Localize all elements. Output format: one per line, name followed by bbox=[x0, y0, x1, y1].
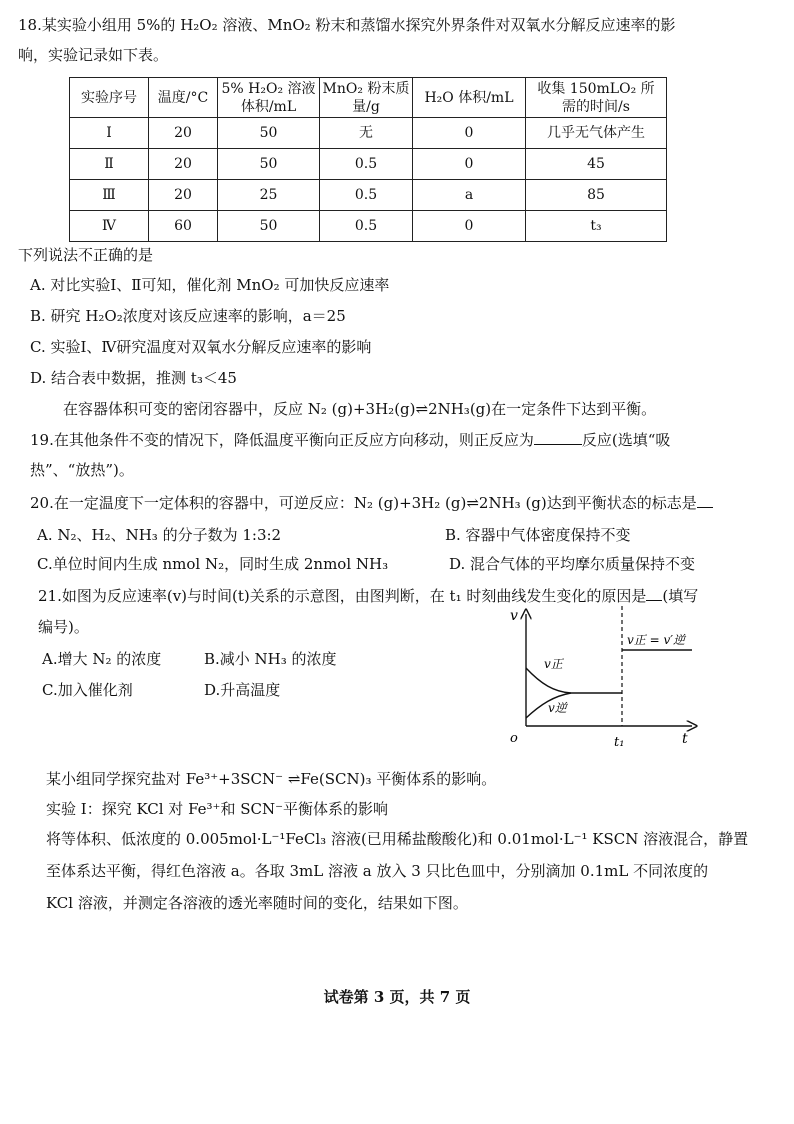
rate-time-graph bbox=[496, 606, 706, 756]
table-cell: 20 bbox=[149, 118, 218, 149]
q21-option-b: B.减小 NH₃ 的浓度 bbox=[204, 650, 337, 668]
table-cell: 0 bbox=[413, 149, 526, 180]
q20-option-b: B. 容器中气体密度保持不变 bbox=[445, 526, 631, 544]
table-cell: 0.5 bbox=[320, 180, 413, 211]
table-cell: Ⅲ bbox=[70, 180, 149, 211]
table-header-row bbox=[70, 78, 667, 118]
experiment-p1: 将等体积、低浓度的 0.005mol·L⁻¹FeCl₃ 溶液(已用稀盐酸酸化)和 0.01mol·L⁻¹ KSCN 溶液混合，静置 bbox=[46, 830, 749, 848]
after-t1-label: v正 = v′逆 bbox=[627, 633, 685, 647]
table-cell: 60 bbox=[149, 211, 218, 242]
q18-option-b: B. 研究 H₂O₂浓度对该反应速率的影响，a＝25 bbox=[30, 307, 346, 325]
table-cell: 20 bbox=[149, 180, 218, 211]
table-cell: 0.5 bbox=[320, 149, 413, 180]
header-cell: H₂O 体积/mL bbox=[413, 78, 526, 118]
q21-line1: 21.如图为反应速率(v)与时间(t)关系的示意图，由图判断，在 t₁ 时刻曲线发生变化的原因是 (填写 bbox=[38, 587, 699, 605]
equilibrium-intro: 在容器体积可变的密闭容器中，反应 N₂ (g)+3H₂(g)⇌2NH₃(g)在一定条件下达到平衡。 bbox=[63, 400, 657, 418]
forward-rate-curve bbox=[526, 668, 622, 693]
q20-stem: 20.在一定温度下一定体积的容器中，可逆反应：N₂ (g)+3H₂ (g)⇌2NH₃ (g)达到平衡状态的标志是 bbox=[30, 492, 713, 514]
y-axis-label: v bbox=[510, 608, 518, 624]
q18-option-a: A. 对比实验Ⅰ、Ⅱ可知，催化剂 MnO₂ 可加快反应速率 bbox=[30, 276, 390, 294]
experiment-intro: 某小组同学探究盐对 Fe³⁺+3SCN⁻ ⇌Fe(SCN)₃ 平衡体系的影响。 bbox=[46, 770, 497, 788]
table-cell: Ⅰ bbox=[70, 118, 149, 149]
q21-line2: 编号)。 bbox=[38, 618, 89, 636]
experiment-p3: KCl 溶液，并测定各溶液的透光率随时间的变化，结果如下图。 bbox=[46, 894, 468, 912]
q18-stem: 下列说法不正确的是 bbox=[18, 246, 154, 264]
table-cell: 50 bbox=[218, 211, 320, 242]
q20-option-a: A. N₂、H₂、NH₃ 的分子数为 1:3:2 bbox=[37, 526, 282, 544]
table-cell: 0 bbox=[413, 211, 526, 242]
v-forward-label: v正 bbox=[544, 657, 563, 671]
table-cell: 50 bbox=[218, 149, 320, 180]
table-cell: 20 bbox=[149, 149, 218, 180]
answer-blank bbox=[534, 430, 582, 445]
q18-line2: 响，实验记录如下表。 bbox=[18, 46, 169, 64]
q18-line1: 18.某实验小组用 5%的 H₂O₂ 溶液、MnO₂ 粉末和蒸馏水探究外界条件对双氧水分解反应速率的影 bbox=[18, 16, 676, 34]
answer-blank bbox=[697, 493, 713, 508]
q19-line1: 19.在其他条件不变的情况下，降低温度平衡向正反应方向移动，则正反应为 反应(选填“吸 bbox=[30, 431, 671, 449]
x-axis-label: t bbox=[682, 731, 688, 747]
table-cell: 几乎无气体产生 bbox=[526, 118, 667, 149]
experiment-table bbox=[69, 77, 667, 242]
table-cell: 无 bbox=[320, 118, 413, 149]
answer-blank bbox=[646, 586, 662, 601]
table-cell: a bbox=[413, 180, 526, 211]
table-cell: t₃ bbox=[526, 211, 667, 242]
table-cell: Ⅳ bbox=[70, 211, 149, 242]
origin-label: o bbox=[510, 731, 518, 746]
table-row bbox=[70, 211, 667, 242]
q20-option-d: D. 混合气体的平均摩尔质量保持不变 bbox=[449, 555, 696, 573]
page-footer: 试卷第 3 页，共 7 页 bbox=[323, 988, 471, 1006]
q21-option-a: A.增大 N₂ 的浓度 bbox=[42, 650, 162, 668]
header-cell: 5% H₂O₂ 溶液 体积/mL bbox=[218, 78, 320, 118]
q21-option-d: D.升高温度 bbox=[204, 681, 281, 699]
header-cell: 温度/°C bbox=[149, 78, 218, 118]
table-row bbox=[70, 149, 667, 180]
header-cell: 收集 150mLO₂ 所 需的时间/s bbox=[526, 78, 667, 118]
header-cell: MnO₂ 粉末质 量/g bbox=[320, 78, 413, 118]
q18-option-d: D. 结合表中数据，推测 t₃＜45 bbox=[30, 369, 237, 387]
table-cell: 0.5 bbox=[320, 211, 413, 242]
q19-line2: 热”、“放热”)。 bbox=[30, 461, 134, 479]
table-row bbox=[70, 180, 667, 211]
table-cell: 50 bbox=[218, 118, 320, 149]
experiment-p2: 至体系达平衡，得红色溶液 a。各取 3mL 溶液 a 放入 3 只比色皿中，分别滴加 0.1mL 不同浓度的 bbox=[46, 862, 709, 880]
t1-label: t₁ bbox=[614, 735, 625, 750]
q18-option-c: C. 实验Ⅰ、Ⅳ研究温度对双氧水分解反应速率的影响 bbox=[30, 338, 372, 356]
table-cell: 0 bbox=[413, 118, 526, 149]
table-cell: 85 bbox=[526, 180, 667, 211]
table-row bbox=[70, 118, 667, 149]
table-cell: 25 bbox=[218, 180, 320, 211]
v-reverse-label: v逆 bbox=[548, 701, 567, 715]
experiment-title: 实验 I：探究 KCl 对 Fe³⁺和 SCN⁻平衡体系的影响 bbox=[46, 800, 389, 818]
table-cell: 45 bbox=[526, 149, 667, 180]
table-cell: Ⅱ bbox=[70, 149, 149, 180]
header-cell: 实验序号 bbox=[70, 78, 149, 118]
q21-option-c: C.加入催化剂 bbox=[42, 681, 133, 699]
q20-option-c: C.单位时间内生成 nmol N₂，同时生成 2nmol NH₃ bbox=[37, 555, 389, 573]
